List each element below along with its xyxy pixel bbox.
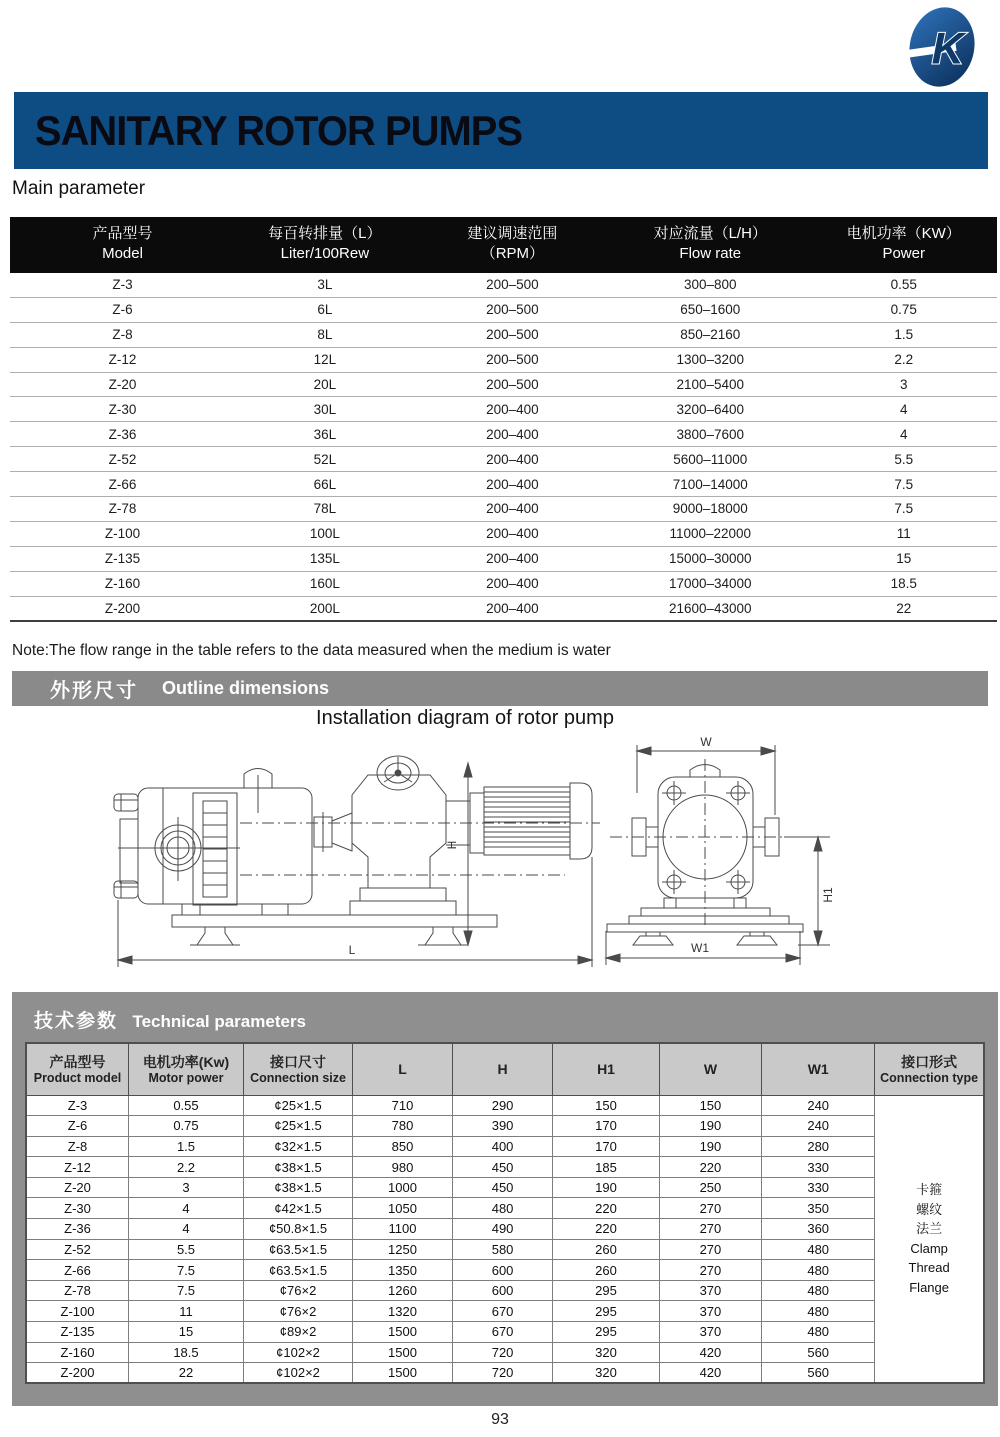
main-table-cell: 200L xyxy=(235,596,415,621)
main-table-cell: 1.5 xyxy=(810,322,997,347)
tech-table-cell: 400 xyxy=(452,1136,553,1157)
main-table-col-header xyxy=(415,217,610,273)
tech-table-cell: 780 xyxy=(353,1116,453,1137)
tech-table-cell: 0.55 xyxy=(129,1095,244,1116)
tech-table-cell: Z-100 xyxy=(26,1301,129,1322)
tech-table-cell: Z-135 xyxy=(26,1322,129,1343)
main-table-cell: 650–1600 xyxy=(610,297,810,322)
dimension-h xyxy=(464,763,472,945)
main-table-cell: 7.5 xyxy=(810,497,997,522)
main-table-cell: Z-8 xyxy=(10,322,235,347)
tech-table-cell: Z-6 xyxy=(26,1116,129,1137)
tech-table-cell: 11 xyxy=(129,1301,244,1322)
header-zh: 产品型号 xyxy=(49,1053,106,1070)
tech-table-cell: 1250 xyxy=(353,1239,453,1260)
main-table-cell: 8L xyxy=(235,322,415,347)
tech-table-cell: 190 xyxy=(659,1136,762,1157)
main-table-cell: 15 xyxy=(810,546,997,571)
main-table-cell: 200–400 xyxy=(415,596,610,621)
main-table-cell: 160L xyxy=(235,571,415,596)
tech-table-cell: 2.2 xyxy=(129,1157,244,1178)
tech-table-cell: 185 xyxy=(553,1157,659,1178)
tech-table-cell: ¢76×2 xyxy=(243,1301,352,1322)
connection-type-line: 卡箍 xyxy=(916,1182,943,1198)
tech-table-cell: 390 xyxy=(452,1116,553,1137)
main-table-cell: 200–500 xyxy=(415,347,610,372)
main-table-cell: 11000–22000 xyxy=(610,521,810,546)
main-table-row xyxy=(10,422,997,447)
main-table-cell: Z-100 xyxy=(10,521,235,546)
main-table-cell: 12L xyxy=(235,347,415,372)
tech-table-cell: 1500 xyxy=(353,1342,453,1363)
main-table-cell: Z-30 xyxy=(10,397,235,422)
note-text: Note:The flow range in the table refers to the data measured when the medium is water xyxy=(12,642,611,659)
tech-table-cell: 710 xyxy=(353,1095,453,1116)
header-zh: W1 xyxy=(807,1061,829,1078)
main-table-header-row xyxy=(10,217,997,273)
tech-table-cell: ¢42×1.5 xyxy=(243,1198,352,1219)
tech-table-cell: 190 xyxy=(659,1116,762,1137)
main-table-cell: 200–500 xyxy=(415,372,610,397)
outline-dimensions-banner xyxy=(12,671,988,706)
tech-table-cell: 150 xyxy=(553,1095,659,1116)
tech-table-cell: 1050 xyxy=(353,1198,453,1219)
main-table-cell: 200–400 xyxy=(415,546,610,571)
main-table-col-header xyxy=(235,217,415,273)
main-table-cell: 200–400 xyxy=(415,422,610,447)
main-table-cell: 4 xyxy=(810,397,997,422)
tech-table-cell: 1100 xyxy=(353,1219,453,1240)
tech-table-cell: 480 xyxy=(452,1198,553,1219)
dim-label-h: H xyxy=(445,840,459,850)
tech-table-cell: 360 xyxy=(762,1219,875,1240)
technical-parameters-table xyxy=(25,1042,985,1384)
tech-table-cell: Z-8 xyxy=(26,1136,129,1157)
tech-table-cell: 1350 xyxy=(353,1260,453,1281)
main-table-cell: 100L xyxy=(235,521,415,546)
tech-table-cell: 480 xyxy=(762,1260,875,1281)
tech-table-row xyxy=(26,1136,984,1157)
tech-table-cell: 320 xyxy=(553,1363,659,1384)
header-zh: 每百转排量（L） xyxy=(268,225,382,242)
main-table-row xyxy=(10,571,997,596)
tech-table-cell: 7.5 xyxy=(129,1280,244,1301)
main-table-cell: 200–400 xyxy=(415,497,610,522)
main-table-cell: 5600–11000 xyxy=(610,447,810,472)
main-table-cell: 9000–18000 xyxy=(610,497,810,522)
header-zh: 建议调速范围 xyxy=(467,225,558,242)
tech-table-cell: 18.5 xyxy=(129,1342,244,1363)
page-number: 93 xyxy=(491,1411,509,1428)
tech-table-cell: 480 xyxy=(762,1322,875,1343)
tech-table-cell: 270 xyxy=(659,1198,762,1219)
header-zh: 接口形式 xyxy=(901,1053,958,1070)
main-table-row xyxy=(10,546,997,571)
tech-table-row xyxy=(26,1157,984,1178)
main-table-row xyxy=(10,497,997,522)
tech-table-cell: 980 xyxy=(353,1157,453,1178)
connection-type-line: 法兰 xyxy=(916,1221,943,1237)
tech-table-header-row xyxy=(26,1043,984,1095)
main-table-cell: 200–500 xyxy=(415,297,610,322)
main-table-cell: 78L xyxy=(235,497,415,522)
main-table-cell: Z-3 xyxy=(10,273,235,298)
tech-table-cell: 15 xyxy=(129,1322,244,1343)
technical-parameters-banner xyxy=(12,992,998,1033)
tech-table-col-header xyxy=(452,1043,553,1095)
tech-table-cell: Z-78 xyxy=(26,1280,129,1301)
main-table-cell: 36L xyxy=(235,422,415,447)
tech-table-cell: 560 xyxy=(762,1342,875,1363)
header-zh: 产品型号 xyxy=(92,225,153,242)
tech-table-cell: 5.5 xyxy=(129,1239,244,1260)
main-table-cell: 22 xyxy=(810,596,997,621)
header-en: Model xyxy=(102,245,143,263)
tech-table-cell: Z-160 xyxy=(26,1342,129,1363)
tech-table-cell: 1.5 xyxy=(129,1136,244,1157)
tech-table-cell: Z-52 xyxy=(26,1239,129,1260)
tech-table-cell: ¢50.8×1.5 xyxy=(243,1219,352,1240)
tech-table-cell: 370 xyxy=(659,1301,762,1322)
tech-table-cell: 450 xyxy=(452,1177,553,1198)
main-table-row xyxy=(10,596,997,621)
header-zh: H xyxy=(497,1061,508,1078)
tech-table-cell: 0.75 xyxy=(129,1116,244,1137)
dim-label-h1: H1 xyxy=(821,887,835,903)
tech-table-col-header xyxy=(129,1043,244,1095)
tech-table-cell: Z-36 xyxy=(26,1219,129,1240)
tech-table-cell: Z-20 xyxy=(26,1177,129,1198)
header-en: Connection type xyxy=(880,1070,979,1085)
main-table-cell: 17000–34000 xyxy=(610,571,810,596)
tech-table-cell: 260 xyxy=(553,1239,659,1260)
main-table-cell: Z-20 xyxy=(10,372,235,397)
title-banner xyxy=(14,92,988,169)
header-zh: H1 xyxy=(597,1061,615,1078)
connection-type-cell xyxy=(875,1095,984,1383)
company-logo xyxy=(903,4,981,90)
main-table-cell: Z-200 xyxy=(10,596,235,621)
tech-table-row xyxy=(26,1219,984,1240)
tech-table-cell: 670 xyxy=(452,1322,553,1343)
tech-table-cell: 1500 xyxy=(353,1363,453,1384)
tech-table-cell: 3 xyxy=(129,1177,244,1198)
main-table-cell: 200–500 xyxy=(415,273,610,298)
connection-type-line: Thread xyxy=(908,1260,950,1276)
main-table-cell: Z-52 xyxy=(10,447,235,472)
header-zh: 电机功率(Kw) xyxy=(142,1053,230,1070)
tech-table-cell: 4 xyxy=(129,1219,244,1240)
header-zh: 接口尺寸 xyxy=(270,1053,327,1070)
tech-table-row xyxy=(26,1301,984,1322)
tech-table-cell: 480 xyxy=(762,1280,875,1301)
tech-table-cell: 370 xyxy=(659,1322,762,1343)
tech-table-cell: 720 xyxy=(452,1363,553,1384)
tech-table-cell: 220 xyxy=(553,1219,659,1240)
tech-table-cell: 170 xyxy=(553,1116,659,1137)
tech-table-col-header xyxy=(26,1043,129,1095)
main-table-cell: 200–500 xyxy=(415,322,610,347)
tech-table-cell: 600 xyxy=(452,1260,553,1281)
tech-table-cell: 150 xyxy=(659,1095,762,1116)
header-en: Flow rate xyxy=(679,245,742,263)
tech-table-cell: 280 xyxy=(762,1136,875,1157)
main-table-cell: 30L xyxy=(235,397,415,422)
main-table-row xyxy=(10,273,997,298)
tech-table-row xyxy=(26,1363,984,1384)
tech-table-cell: 240 xyxy=(762,1095,875,1116)
main-table-cell: Z-12 xyxy=(10,347,235,372)
tech-table-cell: 350 xyxy=(762,1198,875,1219)
tech-table-cell: 330 xyxy=(762,1157,875,1178)
main-table-col-header xyxy=(10,217,235,273)
tech-table-col-header xyxy=(875,1043,984,1095)
main-table-cell: 200–400 xyxy=(415,472,610,497)
tech-table-cell: 480 xyxy=(762,1301,875,1322)
connection-type-line: 螺纹 xyxy=(916,1201,943,1217)
tech-table-cell: 1500 xyxy=(353,1322,453,1343)
tech-table-cell: 270 xyxy=(659,1260,762,1281)
side-view-drawing xyxy=(114,756,600,945)
tech-table-cell: 250 xyxy=(659,1177,762,1198)
outline-banner-zh: 外形尺寸 xyxy=(50,680,138,702)
dim-label-w: W xyxy=(700,735,712,749)
header-zh: L xyxy=(398,1061,407,1078)
dim-label-l: L xyxy=(348,943,356,957)
tech-table-cell: 850 xyxy=(353,1136,453,1157)
header-en: Power xyxy=(882,245,925,263)
main-table-cell: 2100–5400 xyxy=(610,372,810,397)
tech-table-cell: ¢76×2 xyxy=(243,1280,352,1301)
tech-table-row xyxy=(26,1280,984,1301)
tech-table-cell: 270 xyxy=(659,1219,762,1240)
main-table-cell: 2.2 xyxy=(810,347,997,372)
main-table-cell: 15000–30000 xyxy=(610,546,810,571)
tech-table-cell: 270 xyxy=(659,1239,762,1260)
main-table-row xyxy=(10,297,997,322)
page-title: SANITARY ROTOR PUMPS xyxy=(34,106,523,154)
main-table-cell: 21600–43000 xyxy=(610,596,810,621)
tech-table-cell: ¢63.5×1.5 xyxy=(243,1260,352,1281)
main-table-cell: 7.5 xyxy=(810,472,997,497)
tech-table-cell: 330 xyxy=(762,1177,875,1198)
tech-banner-en: Technical parameters xyxy=(132,1012,307,1031)
tech-table-cell: Z-66 xyxy=(26,1260,129,1281)
main-table-cell: 200–400 xyxy=(415,447,610,472)
tech-table-row xyxy=(26,1095,984,1116)
main-table-cell: 7100–14000 xyxy=(610,472,810,497)
tech-table-cell: 260 xyxy=(553,1260,659,1281)
tech-table-row xyxy=(26,1116,984,1137)
main-table-cell: 11 xyxy=(810,521,997,546)
tech-table-cell: 190 xyxy=(553,1177,659,1198)
tech-table-col-header xyxy=(659,1043,762,1095)
main-table-cell: 52L xyxy=(235,447,415,472)
main-table-cell: Z-160 xyxy=(10,571,235,596)
header-en: Motor power xyxy=(148,1070,224,1085)
main-table-cell: 3L xyxy=(235,273,415,298)
main-table-cell: Z-135 xyxy=(10,546,235,571)
main-table-cell: 300–800 xyxy=(610,273,810,298)
main-table-cell: 0.55 xyxy=(810,273,997,298)
main-table-cell: 0.75 xyxy=(810,297,997,322)
tech-table-cell: Z-30 xyxy=(26,1198,129,1219)
header-en: Connection size xyxy=(250,1070,346,1085)
tech-table-cell: ¢38×1.5 xyxy=(243,1177,352,1198)
main-table-cell: 850–2160 xyxy=(610,322,810,347)
main-table-cell: 135L xyxy=(235,546,415,571)
main-table-cell: 6L xyxy=(235,297,415,322)
tech-table-cell: 220 xyxy=(659,1157,762,1178)
technical-parameters-section xyxy=(12,992,998,1406)
tech-table-col-header xyxy=(762,1043,875,1095)
main-table-cell: 18.5 xyxy=(810,571,997,596)
main-table-cell: 5.5 xyxy=(810,447,997,472)
tech-table-cell: 720 xyxy=(452,1342,553,1363)
tech-table-col-header xyxy=(353,1043,453,1095)
main-table-row xyxy=(10,447,997,472)
connection-type-line: Clamp xyxy=(910,1240,948,1256)
tech-table-cell: ¢102×2 xyxy=(243,1342,352,1363)
main-table-col-header xyxy=(810,217,997,273)
tech-table-cell: 420 xyxy=(659,1363,762,1384)
main-table-row xyxy=(10,472,997,497)
tech-banner-zh: 技术参数 xyxy=(34,1011,119,1032)
tech-table-cell: 1260 xyxy=(353,1280,453,1301)
tech-table-cell: 450 xyxy=(452,1157,553,1178)
tech-table-cell: ¢25×1.5 xyxy=(243,1095,352,1116)
main-table-row xyxy=(10,347,997,372)
tech-table-cell: 320 xyxy=(553,1342,659,1363)
tech-table-row xyxy=(26,1342,984,1363)
tech-table-cell: 220 xyxy=(553,1198,659,1219)
tech-table-cell: 295 xyxy=(553,1280,659,1301)
main-table-row xyxy=(10,521,997,546)
tech-table-cell: 560 xyxy=(762,1363,875,1384)
tech-table-cell: ¢25×1.5 xyxy=(243,1116,352,1137)
main-table-cell: 200–400 xyxy=(415,521,610,546)
tech-table-row xyxy=(26,1322,984,1343)
main-table-cell: Z-6 xyxy=(10,297,235,322)
tech-table-cell: 370 xyxy=(659,1280,762,1301)
tech-table-cell: 1320 xyxy=(353,1301,453,1322)
tech-table-col-header xyxy=(553,1043,659,1095)
main-table-cell: 66L xyxy=(235,472,415,497)
outline-banner-en: Outline dimensions xyxy=(162,678,330,698)
header-en: Product model xyxy=(33,1070,122,1085)
main-table-cell: 200–400 xyxy=(415,571,610,596)
main-table-row xyxy=(10,322,997,347)
main-table-cell: Z-78 xyxy=(10,497,235,522)
tech-table-cell: Z-200 xyxy=(26,1363,129,1384)
tech-table-cell: 295 xyxy=(553,1301,659,1322)
tech-table-col-header xyxy=(243,1043,352,1095)
main-table-cell: 200–400 xyxy=(415,397,610,422)
logo-letter: K xyxy=(931,22,965,74)
tech-table-row xyxy=(26,1239,984,1260)
main-table-cell: 4 xyxy=(810,422,997,447)
tech-table-cell: 420 xyxy=(659,1342,762,1363)
header-zh: 对应流量（L/H） xyxy=(653,225,767,242)
connection-type-line: Flange xyxy=(909,1279,949,1295)
main-table-cell: 20L xyxy=(235,372,415,397)
tech-table-cell: 295 xyxy=(553,1322,659,1343)
main-table-row xyxy=(10,397,997,422)
dim-label-w1: W1 xyxy=(691,941,709,955)
header-zh: W xyxy=(703,1061,718,1078)
tech-table-cell: 22 xyxy=(129,1363,244,1384)
tech-table-cell: 490 xyxy=(452,1219,553,1240)
tech-table-cell: 600 xyxy=(452,1280,553,1301)
tech-table-cell: 170 xyxy=(553,1136,659,1157)
main-parameter-label: Main parameter xyxy=(12,178,146,199)
tech-table-cell: Z-3 xyxy=(26,1095,129,1116)
header-en: Liter/100Rew xyxy=(280,245,370,263)
header-en: （RPM） xyxy=(480,245,545,263)
main-table-cell: Z-36 xyxy=(10,422,235,447)
tech-table-cell: ¢102×2 xyxy=(243,1363,352,1384)
tech-table-cell: 480 xyxy=(762,1239,875,1260)
diagram-title: Installation diagram of rotor pump xyxy=(316,707,614,729)
main-table-cell: 1300–3200 xyxy=(610,347,810,372)
tech-table-cell: 290 xyxy=(452,1095,553,1116)
tech-table-cell: 670 xyxy=(452,1301,553,1322)
front-view-drawing xyxy=(607,759,803,945)
installation-diagram xyxy=(0,735,1000,990)
tech-table-row xyxy=(26,1177,984,1198)
main-table-row xyxy=(10,372,997,397)
tech-table-cell: 4 xyxy=(129,1198,244,1219)
tech-table-cell: 1000 xyxy=(353,1177,453,1198)
tech-table-row xyxy=(26,1198,984,1219)
tech-table-cell: 7.5 xyxy=(129,1260,244,1281)
tech-table-row xyxy=(26,1260,984,1281)
tech-table-cell: ¢63.5×1.5 xyxy=(243,1239,352,1260)
tech-table-cell: 240 xyxy=(762,1116,875,1137)
main-parameter-table xyxy=(10,217,997,622)
tech-table-cell: ¢38×1.5 xyxy=(243,1157,352,1178)
tech-table-cell: Z-12 xyxy=(26,1157,129,1178)
main-table-cell: Z-66 xyxy=(10,472,235,497)
tech-table-cell: 580 xyxy=(452,1239,553,1260)
tech-table-cell: ¢89×2 xyxy=(243,1322,352,1343)
main-table-cell: 3 xyxy=(810,372,997,397)
tech-table-cell: ¢32×1.5 xyxy=(243,1136,352,1157)
main-table-col-header xyxy=(610,217,810,273)
header-zh: 电机功率（KW） xyxy=(846,225,961,242)
main-table-cell: 3800–7600 xyxy=(610,422,810,447)
main-table-cell: 3200–6400 xyxy=(610,397,810,422)
